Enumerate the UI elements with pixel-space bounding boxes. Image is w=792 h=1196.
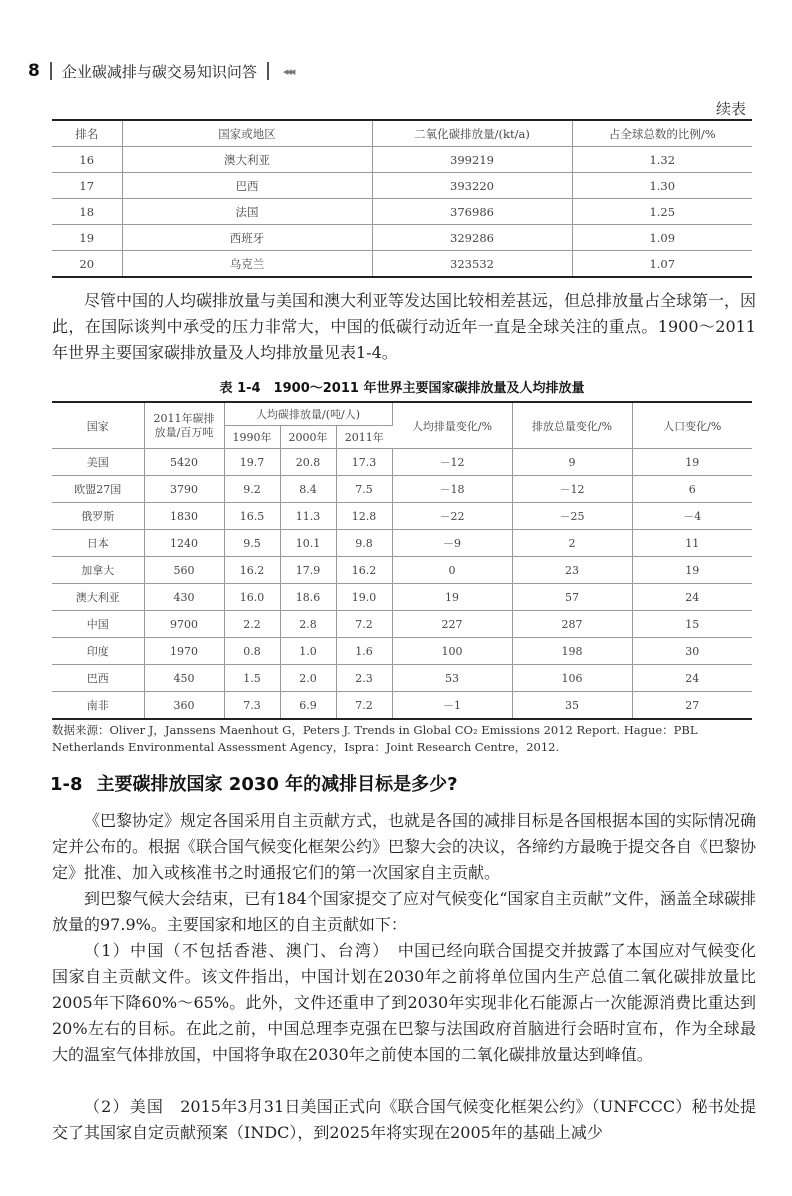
table-cell: 15 <box>632 611 752 638</box>
table-cell: 1.6 <box>336 638 392 665</box>
table-cell: 17 <box>52 173 122 199</box>
table-cell: 1240 <box>144 530 224 557</box>
table-cell: 18 <box>52 199 122 225</box>
table-cell: 澳大利亚 <box>122 147 372 173</box>
table-row <box>52 503 752 530</box>
table-cell: 560 <box>144 557 224 584</box>
paragraph-paris-agreement: 《巴黎协定》规定各国采用自主贡献方式，也就是各国的减排目标是各国根据本国的实际情况确定并公布的。根据《联合国气候变化框架公约》巴黎大会的决议，各缔约方最晚于提交各自《巴黎协定》批准、加入或核准书之时通报它们的第一次国家自主贡献。 <box>52 811 757 882</box>
table-cell: 1970 <box>144 638 224 665</box>
table-row <box>52 611 752 638</box>
table-cell: －25 <box>512 503 632 530</box>
table-cell: 巴西 <box>122 173 372 199</box>
table-cell: 2.3 <box>336 665 392 692</box>
table-cell: 376986 <box>372 199 572 225</box>
table-cell: 美国 <box>52 449 144 476</box>
running-header <box>28 58 768 84</box>
table-cell: 8.4 <box>280 476 336 503</box>
table-cell: 227 <box>392 611 512 638</box>
table-cell: 12.8 <box>336 503 392 530</box>
table-cell: 430 <box>144 584 224 611</box>
table-row <box>52 584 752 611</box>
col-header-2000: 2000年 <box>280 426 336 449</box>
table-cell: 1.09 <box>572 225 752 251</box>
table-cell: 中国 <box>52 611 144 638</box>
table-cell: 24 <box>632 584 752 611</box>
table-cell: 乌克兰 <box>122 251 372 278</box>
col-header-share: 占全球总数的比例/% <box>572 120 752 147</box>
table-cell: 287 <box>512 611 632 638</box>
table-cell: 0 <box>392 557 512 584</box>
col-header-1990: 1990年 <box>224 426 280 449</box>
table-cell: 57 <box>512 584 632 611</box>
table-cell: 100 <box>392 638 512 665</box>
table-cell: 17.9 <box>280 557 336 584</box>
table-cell: －4 <box>632 503 752 530</box>
table-cell: 18.6 <box>280 584 336 611</box>
section-heading <box>50 770 458 796</box>
table-row <box>52 530 752 557</box>
table-cell: 俄罗斯 <box>52 503 144 530</box>
table-row <box>52 638 752 665</box>
table-cell: 澳大利亚 <box>52 584 144 611</box>
table-cell: 19 <box>632 449 752 476</box>
section-number: 1-8 <box>50 774 83 795</box>
table-cell: 16.2 <box>336 557 392 584</box>
table-cell: 19.7 <box>224 449 280 476</box>
table-cell: －12 <box>512 476 632 503</box>
table-cell: －12 <box>392 449 512 476</box>
table-cell: 24 <box>632 665 752 692</box>
table-cell: 23 <box>512 557 632 584</box>
table-cell: 1.5 <box>224 665 280 692</box>
paragraph-intro: 尽管中国的人均碳排放量与美国和澳大利亚等发达国比较相差甚远，但总排放量占全球第一，因此，在国际谈判中承受的压力非常大，中国的低碳行动近年一直是全球关注的重点。1900～2011年世界主要国家碳排放量及人均排放量见表1-4。 <box>52 291 757 362</box>
table-cell: 360 <box>144 692 224 720</box>
table-cell: 53 <box>392 665 512 692</box>
table-cell: 7.2 <box>336 611 392 638</box>
table-row <box>52 476 752 503</box>
table-cell: 1830 <box>144 503 224 530</box>
table-cell: 11.3 <box>280 503 336 530</box>
table-cell: 5420 <box>144 449 224 476</box>
table-cell: －22 <box>392 503 512 530</box>
table-row <box>52 199 752 225</box>
table-cell: 印度 <box>52 638 144 665</box>
col-header-emission-2011: 2011年碳排放量/百万吨 <box>144 402 224 449</box>
table-cell: 393220 <box>372 173 572 199</box>
table-cell: 0.8 <box>224 638 280 665</box>
table-cell: 19 <box>632 557 752 584</box>
table-cell: 16.5 <box>224 503 280 530</box>
table-cell: 323532 <box>372 251 572 278</box>
col-header-per-capita-change: 人均排量变化/% <box>392 402 512 449</box>
table-cell: 南非 <box>52 692 144 720</box>
table-cell: 9.2 <box>224 476 280 503</box>
table-row <box>52 665 752 692</box>
col-header-total-change: 排放总量变化/% <box>512 402 632 449</box>
col-header-population-change: 人口变化/% <box>632 402 752 449</box>
table-cell: 20.8 <box>280 449 336 476</box>
book-title: 企业碳减排与碳交易知识问答 <box>61 62 257 81</box>
table-cell: 329286 <box>372 225 572 251</box>
table-cell: 19 <box>52 225 122 251</box>
table-cell: 11 <box>632 530 752 557</box>
table-cell: 198 <box>512 638 632 665</box>
table-cell: 1.30 <box>572 173 752 199</box>
table-row <box>52 557 752 584</box>
table-row <box>52 173 752 199</box>
table-cell: 9700 <box>144 611 224 638</box>
data-source-note: 数据来源：Oliver J，Janssens Maenhout G，Peters J. Trends in Global CO₂ Emissions 2012 Report. Hague：PBL Netherlands Environmental Assessment Agency，Ispra：Joint Research Centre，2012. <box>52 723 698 754</box>
table-cell: 30 <box>632 638 752 665</box>
paragraph-usa <box>52 1094 756 1146</box>
table-cell: －1 <box>392 692 512 720</box>
table-cell: －9 <box>392 530 512 557</box>
table-cell: 2.0 <box>280 665 336 692</box>
table-cell: 16 <box>52 147 122 173</box>
table-cell: 1.32 <box>572 147 752 173</box>
table-cell: 19.0 <box>336 584 392 611</box>
table-cell: 2.2 <box>224 611 280 638</box>
table-cell: 2 <box>512 530 632 557</box>
table-cell: 3790 <box>144 476 224 503</box>
paragraph-ndc-summary: 到巴黎气候大会结束，已有184个国家提交了应对气候变化“国家自主贡献”文件，涵盖全球碳排放量的97.9%。主要国家和地区的自主贡献如下： <box>52 889 756 934</box>
table-cell: 450 <box>144 665 224 692</box>
col-header-emission: 二氧化碳排放量/(kt/a) <box>372 120 572 147</box>
table-cell: 9 <box>512 449 632 476</box>
table-row <box>52 225 752 251</box>
china-text: 中国已经向联合国提交并披露了本国应对气候变化国家自主贡献文件。该文件指出，中国计划在2030年之前将单位国内生产总值二氧化碳排放量比2005年下降60%～65%。此外，文件还重申了到2030年实现非化石能源占一次能源消费比重达到20%左右的目标。在此之前，中国总理李克强在巴黎与法国政府首脑进行会晤时宣布，作为全球最大的温室气体排放国，中国将争取在2030年之前使本国的二氧化碳排放量达到峰值。 <box>52 941 756 1064</box>
usa-label: （2）美国 <box>84 1097 165 1116</box>
col-header-rank: 排名 <box>52 120 122 147</box>
table-cell: 19 <box>392 584 512 611</box>
table-cell: 35 <box>512 692 632 720</box>
table-cell: 106 <box>512 665 632 692</box>
ranking-table-continued <box>52 119 752 278</box>
page-number: 8 <box>28 61 40 81</box>
table-row <box>52 449 752 476</box>
table-cell: 399219 <box>372 147 572 173</box>
table-cell: 6.9 <box>280 692 336 720</box>
table-cell: 西班牙 <box>122 225 372 251</box>
table-cell: 巴西 <box>52 665 144 692</box>
table-cell: 1.25 <box>572 199 752 225</box>
table-cell: 20 <box>52 251 122 278</box>
usa-text: 2015年3月31日美国正式向《联合国气候变化框架公约》（UNFCCC）秘书处提交了其国家自定贡献预案（INDC），到2025年将实现在2005年的基础上减少 <box>52 1097 756 1142</box>
table-cell: 1.07 <box>572 251 752 278</box>
table-cell: 日本 <box>52 530 144 557</box>
table-cell: 9.5 <box>224 530 280 557</box>
table-row <box>52 692 752 720</box>
table-row <box>52 147 752 173</box>
table-cell: 17.3 <box>336 449 392 476</box>
table-cell: 9.8 <box>336 530 392 557</box>
continued-label: 续表 <box>715 100 746 118</box>
table-cell: 16.2 <box>224 557 280 584</box>
arrows-icon: ◂◂◂ <box>282 64 294 78</box>
header-divider-2 <box>267 62 269 80</box>
table-caption: 表 1-4 1900～2011 年世界主要国家碳排放量及人均排放量 <box>219 381 585 396</box>
paragraph-china <box>52 938 756 1068</box>
emissions-table <box>52 401 752 720</box>
col-header-2011: 2011年 <box>336 426 392 449</box>
section-title: 主要碳排放国家 2030 年的减排目标是多少? <box>96 774 458 795</box>
table-cell: 法国 <box>122 199 372 225</box>
table-cell: 7.2 <box>336 692 392 720</box>
table-cell: 欧盟27国 <box>52 476 144 503</box>
table-cell: 27 <box>632 692 752 720</box>
col-header-per-capita: 人均碳排放量/(吨/人) <box>224 402 392 426</box>
table-row <box>52 251 752 278</box>
table-cell: －18 <box>392 476 512 503</box>
header-divider <box>50 62 52 80</box>
table-cell: 7.5 <box>336 476 392 503</box>
col-header-country: 国家或地区 <box>122 120 372 147</box>
col-header-country: 国家 <box>52 402 144 449</box>
table-cell: 6 <box>632 476 752 503</box>
table-cell: 1.0 <box>280 638 336 665</box>
table-cell: 10.1 <box>280 530 336 557</box>
china-label: （1）中国（不包括香港、澳门、台湾） <box>84 941 382 960</box>
table-cell: 加拿大 <box>52 557 144 584</box>
table-cell: 7.3 <box>224 692 280 720</box>
table-cell: 2.8 <box>280 611 336 638</box>
table-cell: 16.0 <box>224 584 280 611</box>
